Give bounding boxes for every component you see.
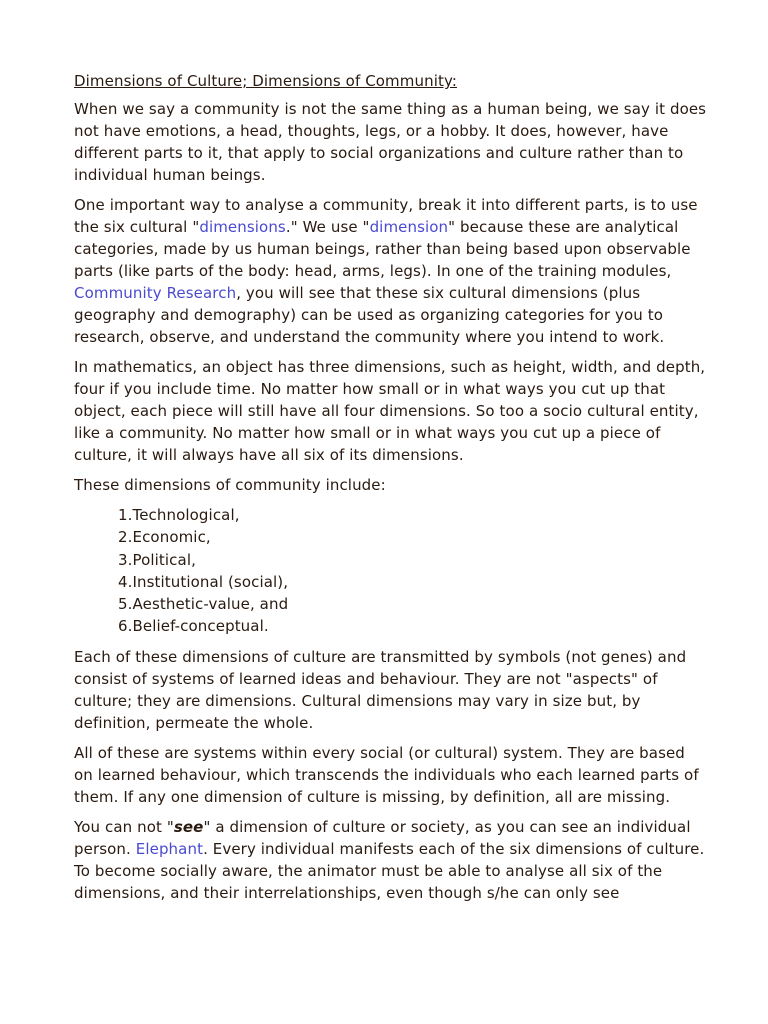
paragraph-intro: When we say a community is not the same thing as a human being, we say it does not have emotions, a head, thoughts, legs, or a hobby. It does, however, have different parts to it, that apply to social organizations and culture rather than to individual human beings. — [74, 100, 707, 184]
community-research-link[interactable]: Community Research — [74, 284, 237, 302]
dimensions-list — [74, 504, 708, 638]
paragraph-see — [74, 816, 708, 904]
text-run: . Every individual manifests each of the six dimensions of culture. To become socially aware, the animator must be able to analyse all six of the dimensions, and their interrelationships, even though s/he can only see — [74, 839, 705, 902]
paragraph-symbols: Each of these dimensions of culture are transmitted by symbols (not genes) and consist of systems of learned ideas and behaviour. They are not "aspects" of culture; they are dimensions. Cultural dimensions may vary in size but, by definition, permeate the whole. — [74, 647, 687, 732]
dimensions-link[interactable]: dimensions — [199, 218, 286, 236]
elephant-link[interactable]: Elephant — [135, 839, 204, 858]
text-run: ." We use " — [285, 218, 370, 236]
text-run: You can not " — [74, 817, 174, 836]
list-item: 5.Aesthetic-value, and — [118, 595, 289, 614]
text-run: , you will see that these six cultural dimensions (plus geography and demography) can be used as organizing categories for you to research, observe, and understand the community where you intend to work. — [74, 284, 665, 346]
dimension-link[interactable]: dimension — [369, 218, 449, 236]
paragraph-analyse — [74, 194, 708, 348]
text-run: " because these are analytical categories, made by us human beings, rather than being based upon observable parts (like parts of the body: head, arms, legs). In one of the training modules, — [74, 218, 691, 280]
list-item: 1.Technological, — [118, 506, 240, 524]
page-title: Dimensions of Culture; Dimensions of Community: — [74, 72, 457, 90]
paragraph-systems: All of these are systems within every social (or cultural) system. They are based on learned behaviour, which transcends the individuals who each learned parts of them. If any one dimension of culture is missing, by definition, all are missing. — [74, 743, 699, 806]
list-item: 2.Economic, — [118, 528, 211, 547]
text-run: " a dimension of culture or society, as you can see an individual person. — [74, 817, 691, 858]
paragraph-mathematics: In mathematics, an object has three dimensions, such as height, width, and depth, four if you include time. No matter how small or in what ways you cut up that object, each piece will still have all four dimensions. So too a socio cultural entity, like a community. No matter how small or in what ways you cut up a piece of culture, it will always have all six of its dimensions. — [74, 358, 706, 464]
list-item: 4.Institutional (social), — [118, 572, 289, 591]
list-item: 6.Belief-conceptual. — [118, 617, 269, 636]
paragraph-list-intro: These dimensions of community include: — [74, 476, 386, 494]
list-item: 3.Political, — [118, 550, 196, 569]
emphasis-see: see — [173, 817, 204, 836]
text-run: One important way to analyse a community, break it into different parts, is to use the six cultural " — [74, 196, 698, 236]
